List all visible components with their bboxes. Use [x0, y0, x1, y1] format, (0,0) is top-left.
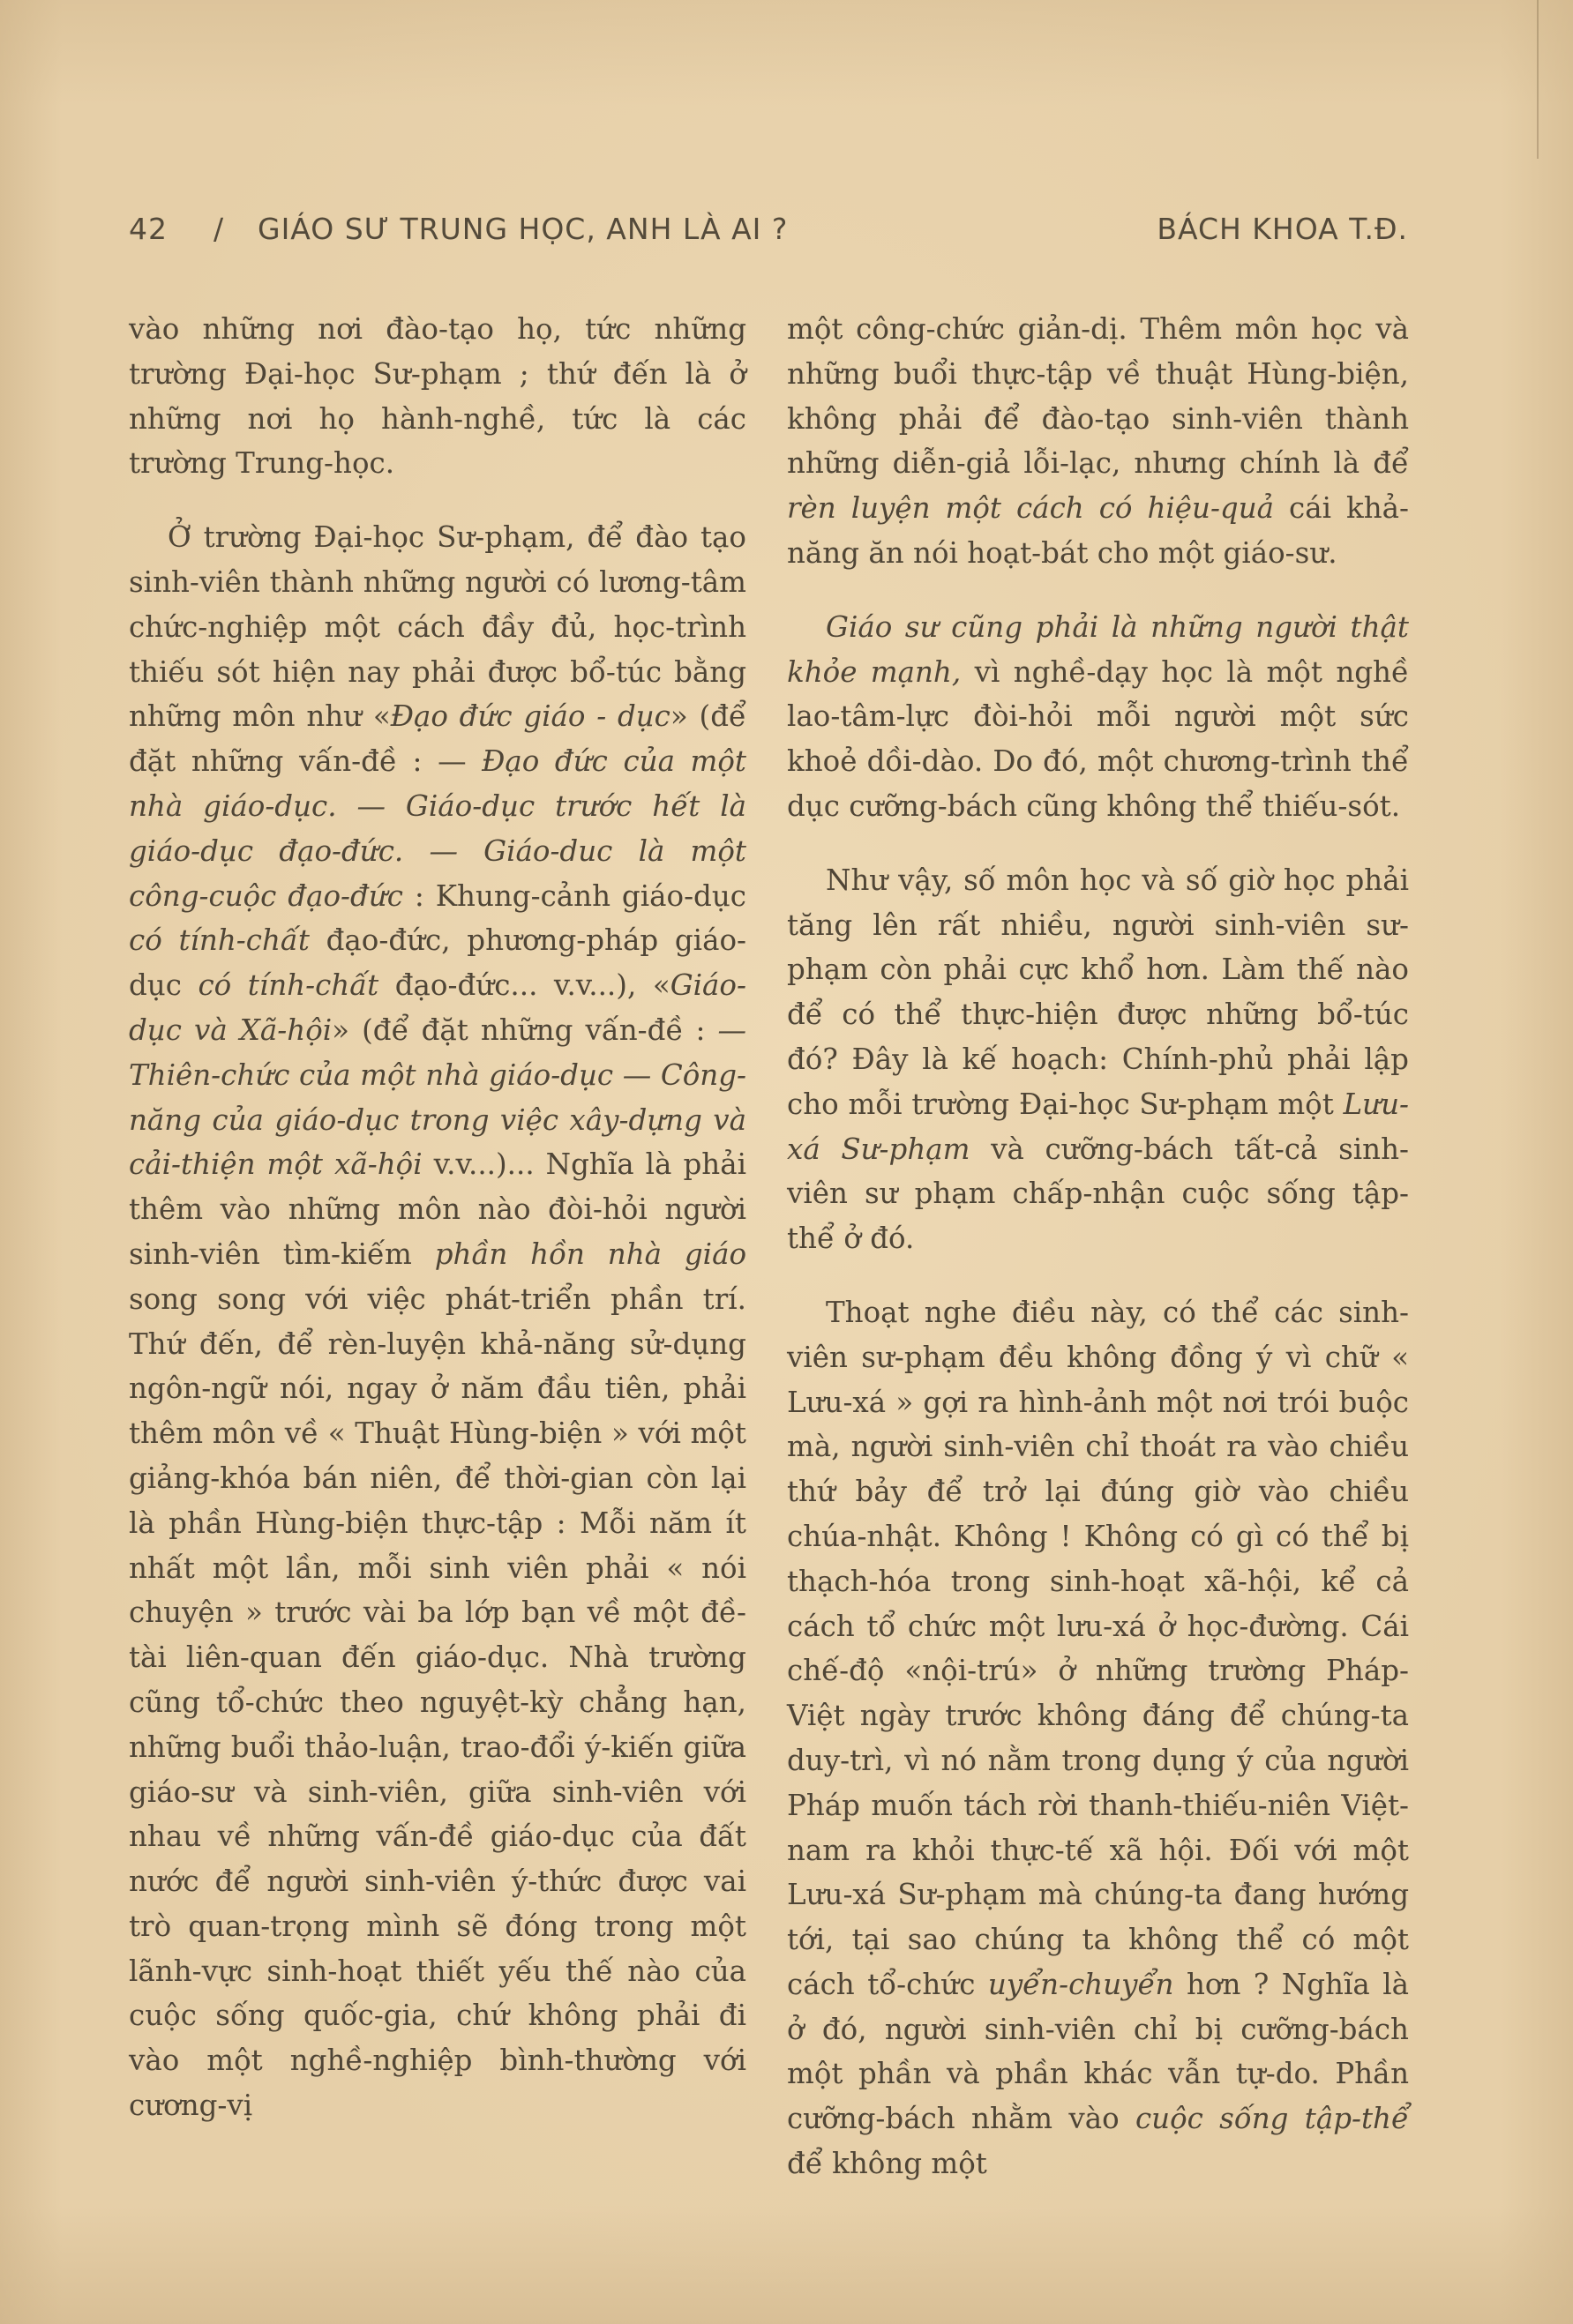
text-run: Như vậy, số môn học và số giờ học phải tăng lên rất nhiều, người sinh-viên sư-phạm còn phải cực khổ hơn. Làm thế nào để có thể thực-hiện được những bổ-túc đó? Đây là kế hoạch: Chính-phủ phải lập cho mỗi trường Đại-học Sư-phạm một: [787, 863, 1409, 1121]
paragraph: [787, 858, 1409, 1261]
page-crease: [1537, 0, 1539, 159]
page-number: 42: [129, 212, 168, 246]
text-run: đạo-đức, phương-pháp giáo-dục: [129, 923, 746, 1003]
paragraph: [129, 515, 746, 2128]
left-column: [129, 307, 746, 2157]
text-run: vì nghề-dạy học là một nghề lao-tâm-lực đòi-hỏi mỗi người một sức khoẻ dồi-dào. Do đó, một chương-trình thể dục cưỡng-bách cũng không thể thiếu-sót.: [787, 654, 1409, 823]
text-run: để không một: [787, 2147, 987, 2181]
text-run: hơn ? Nghĩa là ở đó, người sinh-viên chỉ bị cưỡng-bách một phần và phần khác vẫn tự-do. Phần cưỡng-bách nhằm vào: [787, 1967, 1409, 2136]
header-separator: /: [213, 212, 225, 246]
text-run: : Khung-cảnh giáo-dục: [402, 878, 746, 913]
italic-run: rèn luyện một cách có hiệu-quả: [787, 491, 1275, 526]
text-run: cái khả-năng ăn nói hoạt-bát cho một giáo-sư.: [787, 491, 1409, 570]
text-run: vào những nơi đào-tạo họ, tức những trường Đại-học Sư-phạm ; thứ đến là ở những nơi họ hành-nghề, tức là các trường Trung-học.: [129, 312, 746, 481]
text-run: Thoạt nghe điều này, có thể các sinh-viên sư-phạm đều không đồng ý vì chữ « Lưu-xá » gợi ra hình-ảnh một nơi trói buộc mà, người sinh-viên chỉ thoát ra vào chiều thứ bảy để trở lại đúng giờ vào chiều chúa-nhật. Không ! Không có gì có thể bị thạch-hóa trong sinh-hoạt xã-hội, kể cả cách tổ chức một lưu-xá ở học-đường. Cái chế-độ «nội-trú» ở những trường Pháp-Việt ngày trước không đáng để chúng-ta duy-trì, vì nó nằm trong dụng ý của người Pháp muốn tách rời thanh-thiếu-niên Việt-nam ra khỏi thực-tế xã hội. Đối với một Lưu-xá Sư-phạm mà chúng-ta đang hướng tới, tại sao chúng ta không thể có một cách tổ-chức: [787, 1295, 1409, 2001]
publication-name: BÁCH KHOA T.Đ.: [1157, 212, 1408, 246]
text-run: và cưỡng-bách tất-cả sinh-viên sư phạm chấp-nhận cuộc sống tập-thể ở đó.: [787, 1132, 1409, 1256]
right-column: [787, 307, 1409, 2216]
article-title: GIÁO SƯ TRUNG HỌC, ANH LÀ AI ?: [258, 212, 789, 246]
text-run: đạo-đức... v.v...), «: [378, 968, 670, 1003]
running-header: [129, 212, 1408, 256]
text-run: một công-chức giản-dị. Thêm môn học và những buổi thực-tập về thuật Hùng-biện, không phải để đào-tạo sinh-viên thành những diễn-giả lỗi-lạc, nhưng chính là để: [787, 312, 1409, 481]
italic-run: Giáo sư cũng phải là những người thật khỏe mạnh,: [787, 609, 1409, 689]
italic-run: Đạo đức của một nhà giáo-dục. — Giáo-dục trước hết là giáo-dục đạo-đức. — Giáo-duc là một công-cuộc đạo-đức: [129, 744, 746, 913]
text-run: » (để đặt những vấn-đề :: [332, 1013, 718, 1047]
italic-run: Giáo-dục và Xã-hội: [129, 968, 746, 1047]
text-run: Ở trường Đại-học Sư-phạm, để đào tạo sinh-viên thành những người có lương-tâm chức-nghiệp một cách đầy đủ, học-trình thiếu sót hiện nay phải được bổ-túc bằng những môn như «: [129, 520, 746, 734]
italic-run: có tính-chất: [198, 968, 379, 1003]
italic-run: Lưu-xá Sư-phạm: [787, 1087, 1409, 1166]
paragraph: [787, 1290, 1409, 2186]
italic-run: — Thiên-chức của một nhà giáo-dục — Công-năng của giáo-dục trong việc xây-dựng và cải-thiện một xã-hội: [129, 1013, 746, 1182]
italic-run: cuộc sống tập-thể: [1135, 2102, 1409, 2136]
italic-run: uyển-chuyển: [987, 1967, 1174, 2001]
text-run: song song với việc phát-triển phần trí. Thứ đến, để rèn-luyện khả-năng sử-dụng ngôn-ngữ nói, ngay ở năm đầu tiên, phải thêm môn về « Thuật Hùng-biện » với một giảng-khóa bán niên, để thời-gian còn lại là phần Hùng-biện thực-tập : Mỗi năm ít nhất một lần, mỗi sinh viên phải « nói chuyện » trước vài ba lớp bạn về một đề-tài liên-quan đến giáo-dục. Nhà trường cũng tổ-chức theo nguyệt-kỳ chẳng hạn, những buổi thảo-luận, trao-đổi ý-kiến giữa giáo-sư và sinh-viên, giữa sinh-viên với nhau về những vấn-đề giáo-dục của đất nước để người sinh-viên ý-thức được vai trò quan-trọng mình sẽ đóng trong một lãnh-vực sinh-hoạt thiết yếu thế nào của cuộc sống quốc-gia, chứ không phải đi vào một nghề-nghiệp bình-thường với cương-vị: [129, 1282, 746, 2123]
text-run: v.v...)... Nghĩa là phải thêm vào những môn nào đòi-hỏi người sinh-viên tìm-kiếm: [129, 1147, 746, 1271]
paragraph: [787, 307, 1409, 576]
paragraph: [787, 605, 1409, 829]
italic-run: phần hồn nhà giáo: [434, 1237, 747, 1271]
italic-run: Đạo đức giáo - dục: [390, 699, 670, 734]
italic-run: có tính-chất: [129, 923, 310, 958]
paragraph: [129, 307, 746, 486]
text-run: » (để đặt những vấn-đề : —: [129, 699, 746, 779]
